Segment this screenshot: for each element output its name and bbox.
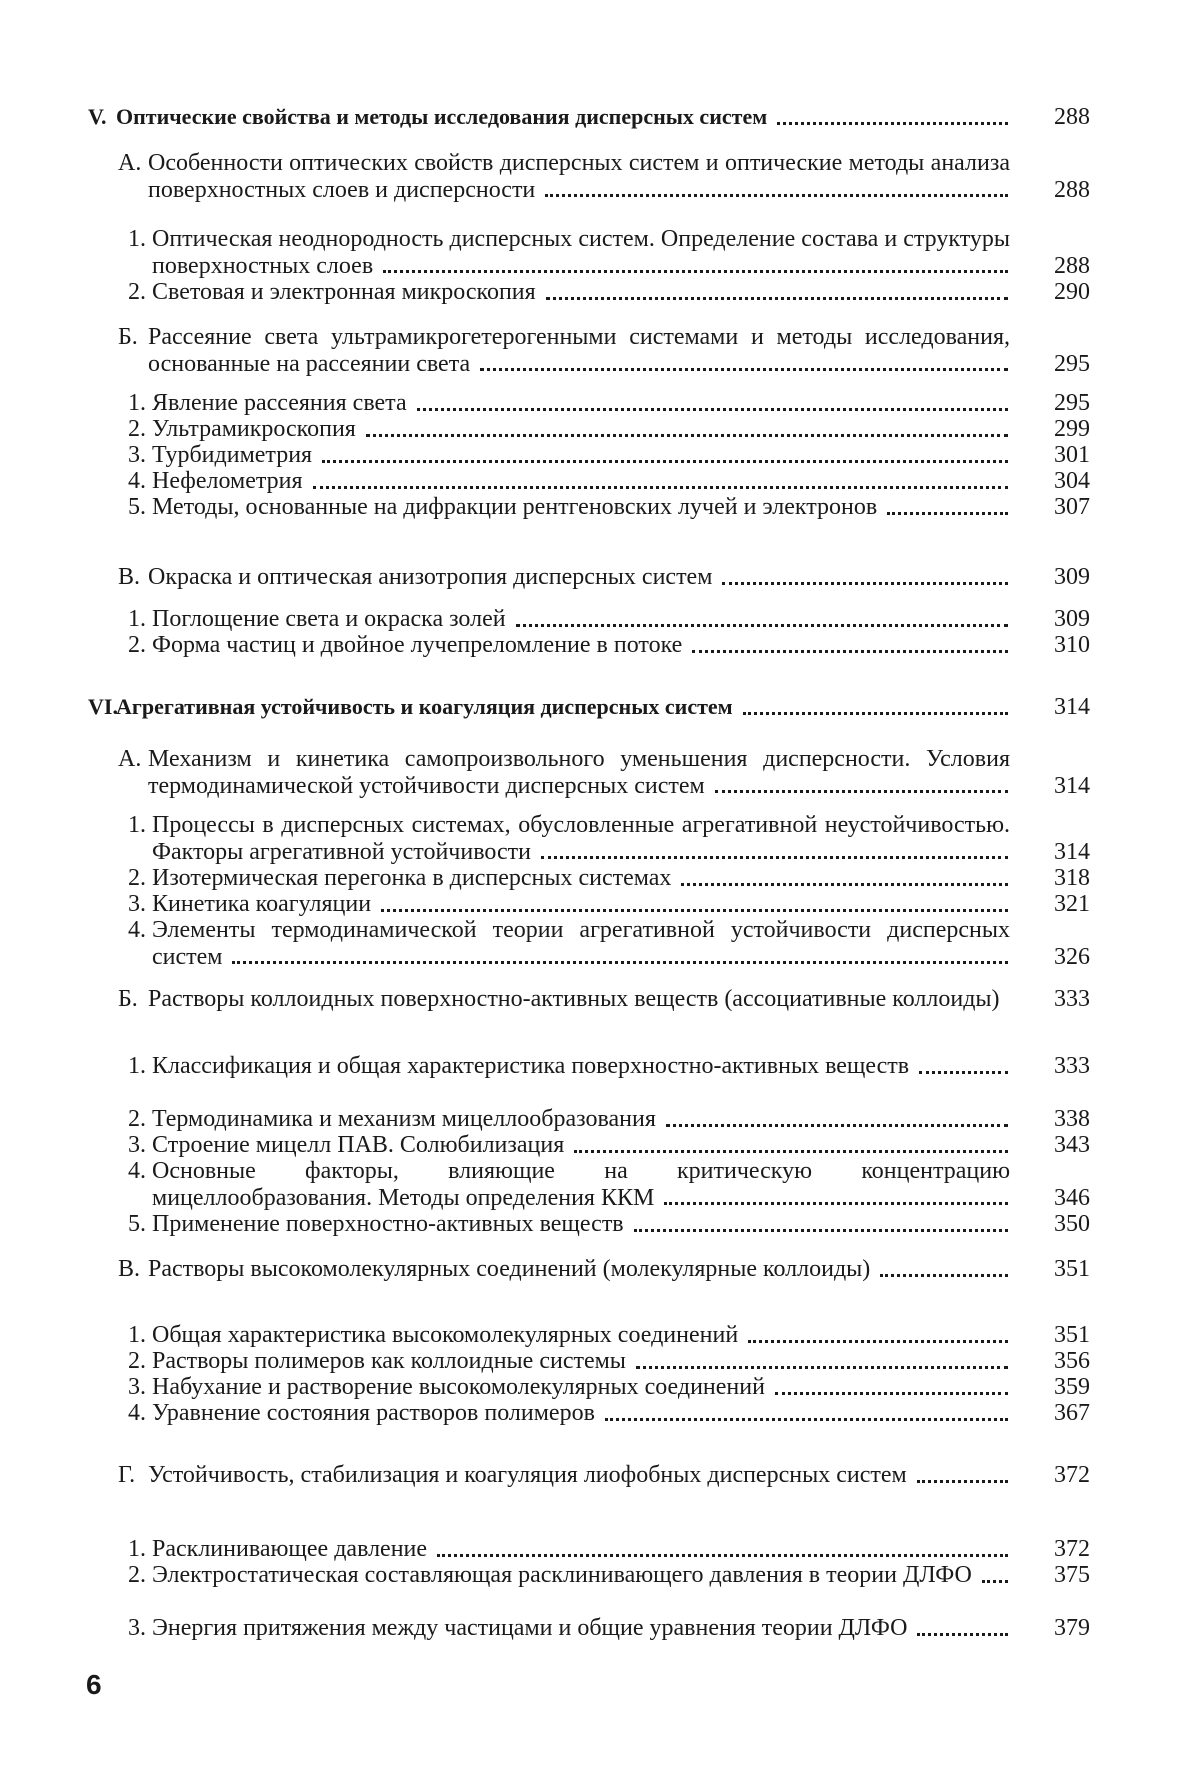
toc-entry-marker: 1.	[128, 1322, 146, 1348]
dot-leader	[777, 122, 1008, 125]
toc-entry-section	[118, 986, 1090, 1013]
toc-entry-title: Основные факторы, влияющие на критическую концентрацию мицеллообразования. Методы определения ККМ	[152, 1158, 1010, 1211]
toc-entry-item	[128, 1132, 1090, 1159]
toc-entry-section	[118, 324, 1090, 377]
toc-entry-item	[128, 865, 1090, 892]
dot-leader	[748, 1340, 1008, 1343]
toc-entry-marker: 5.	[128, 1211, 146, 1237]
toc-entry-item	[128, 1211, 1090, 1238]
toc-entry-page: 288	[1054, 176, 1090, 203]
toc-entry-section	[118, 746, 1090, 799]
dot-leader	[681, 883, 1008, 886]
toc-entry-item	[128, 1348, 1090, 1375]
toc-entry-title: Растворы коллоидных поверхностно-активных веществ (ассоциативные коллоиды)	[148, 986, 1000, 1012]
toc-entry-title: Растворы высокомолекулярных соединений (молекулярные коллоиды)	[148, 1256, 871, 1282]
toc-entry-title: Классификация и общая характеристика поверхностно-активных веществ	[152, 1053, 910, 1079]
toc-entry-title: Энергия притяжения между частицами и общие уравнения теории ДЛФО	[152, 1615, 908, 1641]
toc-entry-page: 290	[1054, 279, 1090, 305]
toc-entry-title: Оптические свойства и методы исследования дисперсных систем	[116, 104, 768, 129]
toc-entry-page: 307	[1054, 494, 1090, 520]
toc-entry-marker: 2.	[128, 632, 146, 658]
toc-entry-title: Применение поверхностно-активных веществ	[152, 1211, 624, 1237]
toc-entry-item	[128, 226, 1090, 279]
toc-entry-item	[128, 279, 1090, 306]
toc-entry-title: Общая характеристика высокомолекулярных соединений	[152, 1322, 739, 1348]
toc-entry-item	[128, 468, 1090, 495]
dot-leader	[775, 1392, 1008, 1395]
toc-entry-title: Процессы в дисперсных системах, обусловленные агрегативной неустойчивостью. Факторы агрегативной устойчивости	[152, 812, 1010, 865]
toc-entry-title: Набухание и растворение высокомолекулярных соединений	[152, 1374, 765, 1400]
dot-leader	[541, 856, 1008, 859]
toc-entry-title: Уравнение состояния растворов полимеров	[152, 1400, 595, 1426]
dot-leader	[982, 1580, 1008, 1583]
toc-entry-page: 346	[1054, 1184, 1090, 1211]
toc-entry-marker: Б.	[118, 986, 138, 1012]
toc-entry-page: 314	[1054, 694, 1090, 720]
dot-leader	[636, 1366, 1008, 1369]
toc-entry-marker: 4.	[128, 917, 146, 943]
toc-entry-item	[128, 1106, 1090, 1133]
toc-entry-marker: 1.	[128, 812, 146, 838]
toc-entry-item	[128, 1536, 1090, 1563]
toc-entry-title: Строение мицелл ПАВ. Солюбилизация	[152, 1132, 565, 1158]
toc-entry-title: Явление рассеяния света	[152, 390, 407, 416]
toc-entry-section	[118, 1256, 1090, 1283]
toc-entry-page: 304	[1054, 468, 1090, 494]
toc-entry-marker: 4.	[128, 468, 146, 494]
dot-leader	[437, 1554, 1008, 1557]
toc-entry-title: Механизм и кинетика самопроизвольного уменьшения дисперсности. Условия термодинамической устойчивости дисперсных систем	[148, 746, 1010, 799]
toc-entry-title: Агрегативная устойчивость и коагуляция дисперсных систем	[116, 694, 733, 719]
toc-entry-marker: 2.	[128, 865, 146, 891]
toc-entry-title: Рассеяние света ультрамикрогетерогенными системами и методы исследования, основанные на рассеянии света	[148, 324, 1010, 377]
toc-entry-title: Форма частиц и двойное лучепреломление в потоке	[152, 632, 683, 658]
toc-entry-title: Особенности оптических свойств дисперсных систем и оптические методы анализа поверхностных слоев и дисперсности	[148, 150, 1010, 203]
toc-entry-marker: 3.	[128, 442, 146, 468]
toc-entry-title: Устойчивость, стабилизация и коагуляция лиофобных дисперсных систем	[148, 1462, 907, 1488]
dot-leader	[880, 1274, 1008, 1277]
toc-entry-page: 301	[1054, 442, 1090, 468]
toc-entry-page: 338	[1054, 1106, 1090, 1132]
toc-entry-section	[118, 564, 1090, 591]
dot-leader	[232, 961, 1008, 964]
dot-leader	[574, 1150, 1008, 1153]
dot-leader	[366, 434, 1008, 437]
toc-entry-item	[128, 1374, 1090, 1401]
toc-entry-marker: 2.	[128, 416, 146, 442]
toc-entry-title: Растворы полимеров как коллоидные системы	[152, 1348, 626, 1374]
toc-entry-page: 343	[1054, 1132, 1090, 1158]
toc-entry-marker: 4.	[128, 1400, 146, 1426]
toc-entry-page: 333	[1054, 986, 1090, 1012]
toc-entry-item	[128, 891, 1090, 918]
toc-entry-title: Турбидиметрия	[152, 442, 313, 468]
toc-entry-marker: 5.	[128, 494, 146, 520]
dot-leader	[715, 790, 1008, 793]
dot-leader	[313, 486, 1008, 489]
toc-entry-title: Оптическая неоднородность дисперсных систем. Определение состава и структуры поверхностных слоев	[152, 226, 1010, 279]
dot-leader	[545, 194, 1008, 197]
dot-leader	[743, 712, 1008, 715]
dot-leader	[546, 297, 1008, 300]
toc-entry-item	[128, 812, 1090, 865]
toc-entry-marker: 1.	[128, 1053, 146, 1079]
toc-entry-marker: 3.	[128, 891, 146, 917]
toc-entry-title: Расклинивающее давление	[152, 1536, 428, 1562]
toc-entry-marker: 3.	[128, 1615, 146, 1641]
toc-entry-marker: 3.	[128, 1132, 146, 1158]
toc-entry-page: 309	[1054, 606, 1090, 632]
toc-entry-marker: VI.	[88, 694, 118, 719]
toc-entry-item	[128, 606, 1090, 633]
toc-entry-marker: 3.	[128, 1374, 146, 1400]
toc-entry-title: Электростатическая составляющая расклинивающего давления в теории ДЛФО	[152, 1562, 972, 1588]
toc-entry-page: 351	[1054, 1256, 1090, 1282]
toc-entry-marker: Г.	[118, 1462, 136, 1488]
toc-entry-page: 379	[1054, 1615, 1090, 1641]
page-number: 6	[86, 1669, 102, 1700]
toc-entry-page: 321	[1054, 891, 1090, 917]
toc-entry-page: 288	[1054, 252, 1090, 279]
toc-entry-page: 310	[1054, 632, 1090, 658]
toc-entry-item	[128, 1615, 1090, 1642]
toc-entry-title: Световая и электронная микроскопия	[152, 279, 536, 305]
dot-leader	[480, 368, 1008, 371]
toc-entry-marker: В.	[118, 564, 141, 590]
toc-entry-page: 367	[1054, 1400, 1090, 1426]
toc-entry-item	[128, 442, 1090, 469]
toc-entry-marker: 1.	[128, 1536, 146, 1562]
dot-leader	[887, 512, 1008, 515]
toc-entry-item	[128, 1400, 1090, 1427]
toc-entry-page: 318	[1054, 865, 1090, 891]
toc-entry-item	[128, 390, 1090, 417]
toc-entry-item	[128, 416, 1090, 443]
toc-entry-item	[128, 1158, 1090, 1211]
toc-entry-title: Термодинамика и механизм мицеллообразования	[152, 1106, 656, 1132]
toc-entry-page: 295	[1054, 350, 1090, 377]
toc-entry-marker: 1.	[128, 606, 146, 632]
dot-leader	[692, 650, 1008, 653]
toc-entry-item	[128, 1322, 1090, 1349]
dot-leader	[666, 1124, 1008, 1127]
toc-entry-title: Окраска и оптическая анизотропия дисперсных систем	[148, 564, 713, 590]
toc-entry-marker: В.	[118, 1256, 141, 1282]
toc-entry-page: 359	[1054, 1374, 1090, 1400]
dot-leader	[322, 460, 1008, 463]
dot-leader	[917, 1633, 1008, 1636]
dot-leader	[417, 408, 1008, 411]
toc-entry-chapter	[88, 694, 1090, 721]
toc-entry-marker: V.	[88, 104, 107, 129]
toc-entry-item	[128, 632, 1090, 659]
toc-entry-title: Нефелометрия	[152, 468, 303, 494]
toc-entry-page: 356	[1054, 1348, 1090, 1374]
toc-entry-section	[118, 1462, 1090, 1489]
toc-entry-marker: 1.	[128, 226, 146, 252]
toc-entry-title: Изотермическая перегонка в дисперсных системах	[152, 865, 672, 891]
toc-entry-title: Поглощение света и окраска золей	[152, 606, 506, 632]
toc-entry-marker: 2.	[128, 1106, 146, 1132]
toc-entry-marker: 2.	[128, 1348, 146, 1374]
toc-entry-page: 295	[1054, 390, 1090, 416]
toc-entry-page: 351	[1054, 1322, 1090, 1348]
toc-entry-title: Кинетика коагуляции	[152, 891, 372, 917]
dot-leader	[516, 624, 1008, 627]
toc-entry-section	[118, 150, 1090, 203]
toc-entry-page: 372	[1054, 1536, 1090, 1562]
dot-leader	[917, 1480, 1008, 1483]
toc-entry-item	[128, 494, 1090, 521]
dot-leader	[919, 1071, 1008, 1074]
toc-entry-page: 333	[1054, 1053, 1090, 1079]
toc-entry-item	[128, 1053, 1090, 1080]
toc-entry-chapter	[88, 104, 1090, 131]
dot-leader	[381, 909, 1008, 912]
toc-entry-page: 288	[1054, 104, 1090, 130]
toc-entry-marker: 2.	[128, 279, 146, 305]
toc-entry-page: 326	[1054, 943, 1090, 970]
toc-entry-page: 309	[1054, 564, 1090, 590]
toc-entry-page: 299	[1054, 416, 1090, 442]
dot-leader	[383, 270, 1008, 273]
toc-entry-marker: 4.	[128, 1158, 146, 1184]
toc-entry-page: 314	[1054, 838, 1090, 865]
toc-entry-marker: А.	[118, 150, 142, 176]
dot-leader	[634, 1229, 1008, 1232]
toc-entry-page: 372	[1054, 1462, 1090, 1488]
toc-entry-item	[128, 1562, 1090, 1589]
toc-entry-marker: А.	[118, 746, 142, 772]
toc-entry-marker: 1.	[128, 390, 146, 416]
dot-leader	[664, 1202, 1008, 1205]
toc-entry-page: 375	[1054, 1562, 1090, 1588]
dot-leader	[722, 582, 1008, 585]
toc-entry-title: Элементы термодинамической теории агрегативной устойчивости дисперсных систем	[152, 917, 1010, 970]
toc-entry-marker: Б.	[118, 324, 138, 350]
toc-entry-marker: 2.	[128, 1562, 146, 1588]
dot-leader	[605, 1418, 1008, 1421]
toc-entry-title: Методы, основанные на дифракции рентгеновских лучей и электронов	[152, 494, 878, 520]
toc-entry-page: 314	[1054, 772, 1090, 799]
toc-entry-item	[128, 917, 1090, 970]
toc-entry-page: 350	[1054, 1211, 1090, 1237]
toc-entry-title: Ультрамикроскопия	[152, 416, 356, 442]
